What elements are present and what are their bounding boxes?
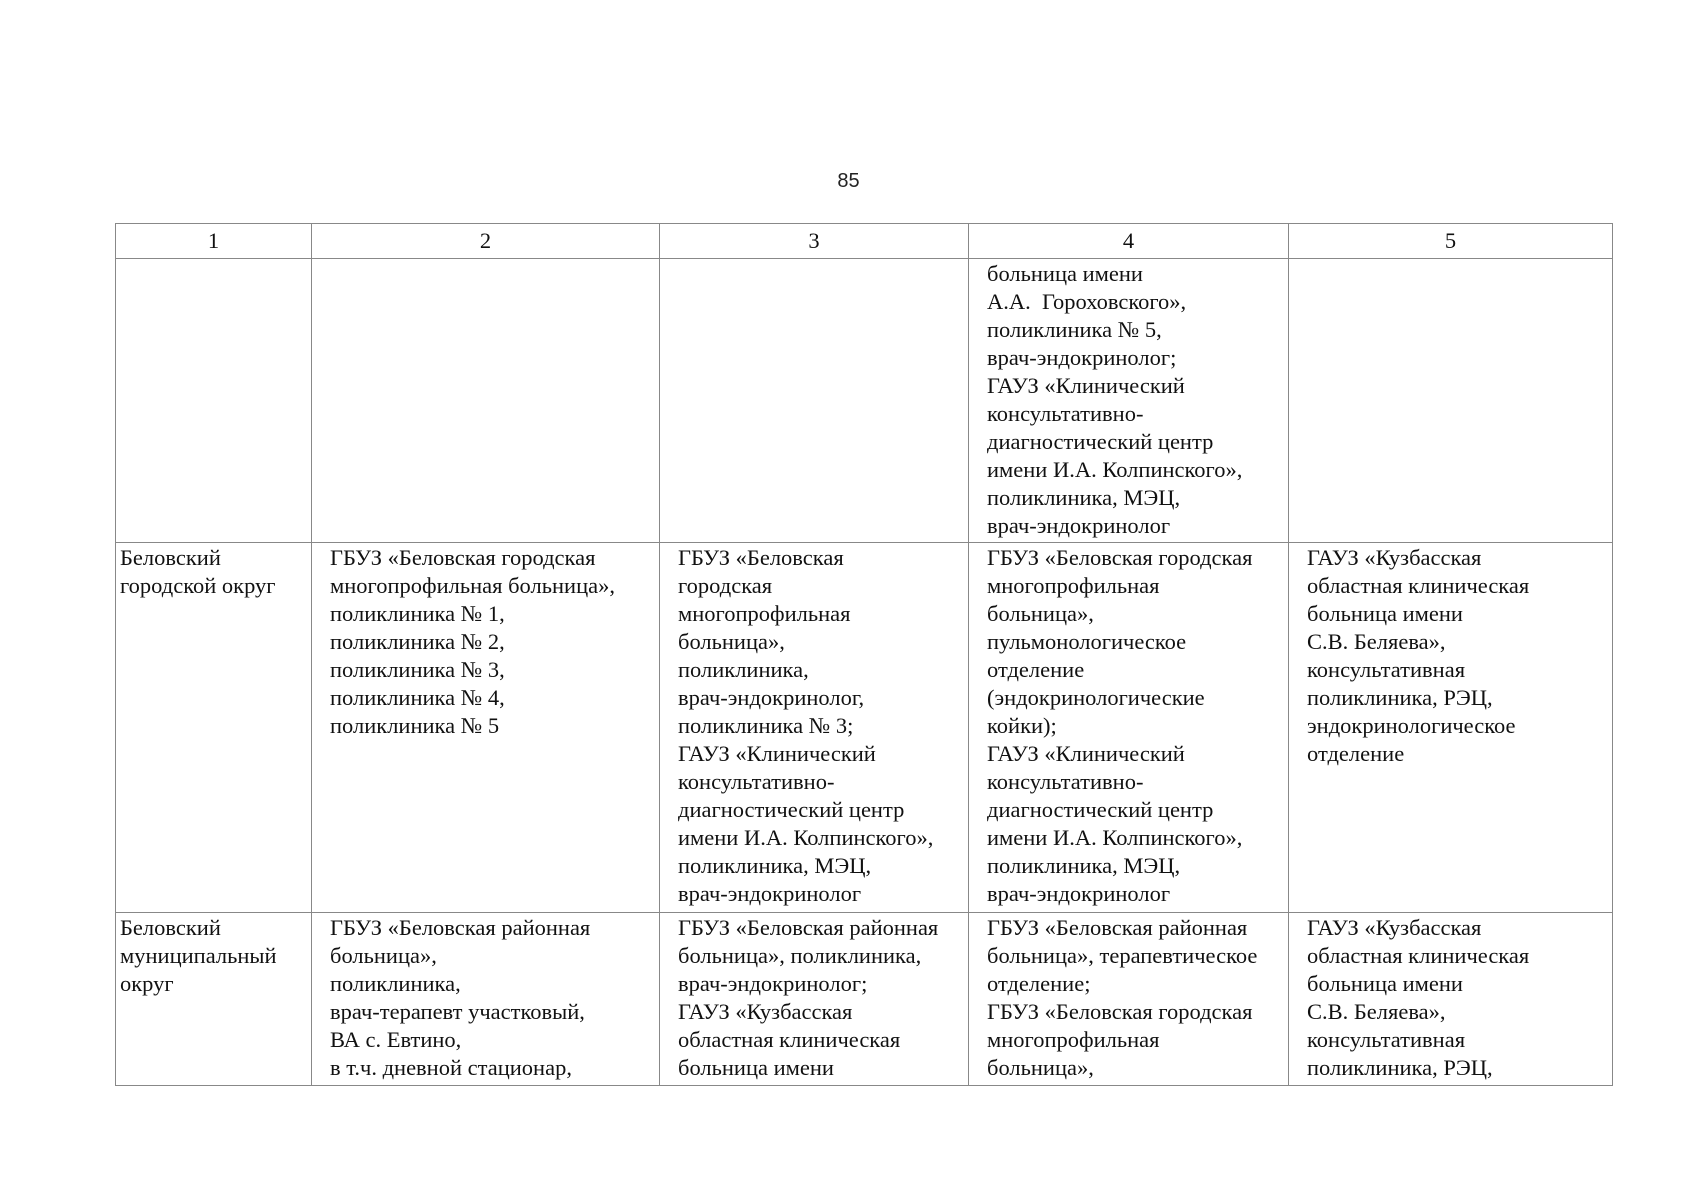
table-cell: [969, 543, 1289, 913]
table-cell: [660, 543, 969, 913]
table-row: [116, 543, 1613, 913]
cell-text: [116, 259, 311, 260]
cell-text: ГБУЗ «Беловская районная больница», терапевтическое отделение; ГБУЗ «Беловская городская многопрофильная больница»,: [987, 915, 1258, 1080]
page-number: 85: [837, 170, 860, 192]
header-cell-3: 3: [660, 224, 969, 259]
cell-text: [1289, 259, 1612, 260]
table-cell: [969, 259, 1289, 543]
document-table: [115, 223, 1613, 1086]
table-cell: [312, 913, 660, 1086]
header-cell-5: 5: [1289, 224, 1613, 259]
cell-text: ГБУЗ «Беловская городская многопрофильная больница», пульмонологическое отделение (эндокринологические койки); ГАУЗ «Клинический консультативно- диагностический центр имени И.А. Колпинского», поликлиника, МЭЦ, врач-эндокринолог: [987, 545, 1253, 906]
cell-text: Беловский муниципальный округ: [120, 915, 277, 996]
table-cell: [1289, 913, 1613, 1086]
cell-text: ГБУЗ «Беловская городская многопрофильная больница», поликлиника № 1, поликлиника № 2, поликлиника № 3, поликлиника № 4, поликлиника № 5: [330, 545, 615, 738]
cell-text: Беловский городской округ: [120, 545, 276, 598]
cell-text: больница имени А.А. Гороховского», поликлиника № 5, врач-эндокринолог; ГАУЗ «Клинический консультативно- диагностический центр имени И.А. Колпинского», поликлиника, МЭЦ, врач-эндокринолог: [987, 261, 1243, 538]
cell-text: ГБУЗ «Беловская городская многопрофильная больница», поликлиника, врач-эндокринолог, поликлиника № 3; ГАУЗ «Клинический консультативно- диагностический центр имени И.А. Колпинского», поликлиника, МЭЦ, врач-эндокринолог: [678, 545, 934, 906]
table-cell: [312, 259, 660, 543]
cell-text: ГБУЗ «Беловская районная больница», поликлиника, врач-терапевт участковый, ВА с. Евтино, в т.ч. дневной стационар,: [330, 915, 591, 1080]
cell-text: [312, 259, 659, 260]
cell-text: ГБУЗ «Беловская районная больница», поликлиника, врач-эндокринолог; ГАУЗ «Кузбасская областная клиническая больница имени: [678, 915, 939, 1080]
table-cell: [1289, 543, 1613, 913]
table-cell: [116, 259, 312, 543]
table-row: [116, 913, 1613, 1086]
table-cell: [1289, 259, 1613, 543]
table-cell: [116, 913, 312, 1086]
cell-text: ГАУЗ «Кузбасская областная клиническая больница имени С.В. Беляева», консультативная поликлиника, РЭЦ,: [1307, 915, 1530, 1080]
header-cell-1: 1: [116, 224, 312, 259]
cell-text: ГАУЗ «Кузбасская областная клиническая больница имени С.В. Беляева», консультативная поликлиника, РЭЦ, эндокринологическое отделение: [1307, 545, 1530, 766]
table-cell: [116, 543, 312, 913]
table-cell: [969, 913, 1289, 1086]
table-row: [116, 259, 1613, 543]
table-cell: [660, 913, 969, 1086]
header-cell-4: 4: [969, 224, 1289, 259]
header-cell-2: 2: [312, 224, 660, 259]
table-cell: [312, 543, 660, 913]
table-header-row: [116, 224, 1613, 259]
cell-text: [660, 259, 968, 260]
table-cell: [660, 259, 969, 543]
